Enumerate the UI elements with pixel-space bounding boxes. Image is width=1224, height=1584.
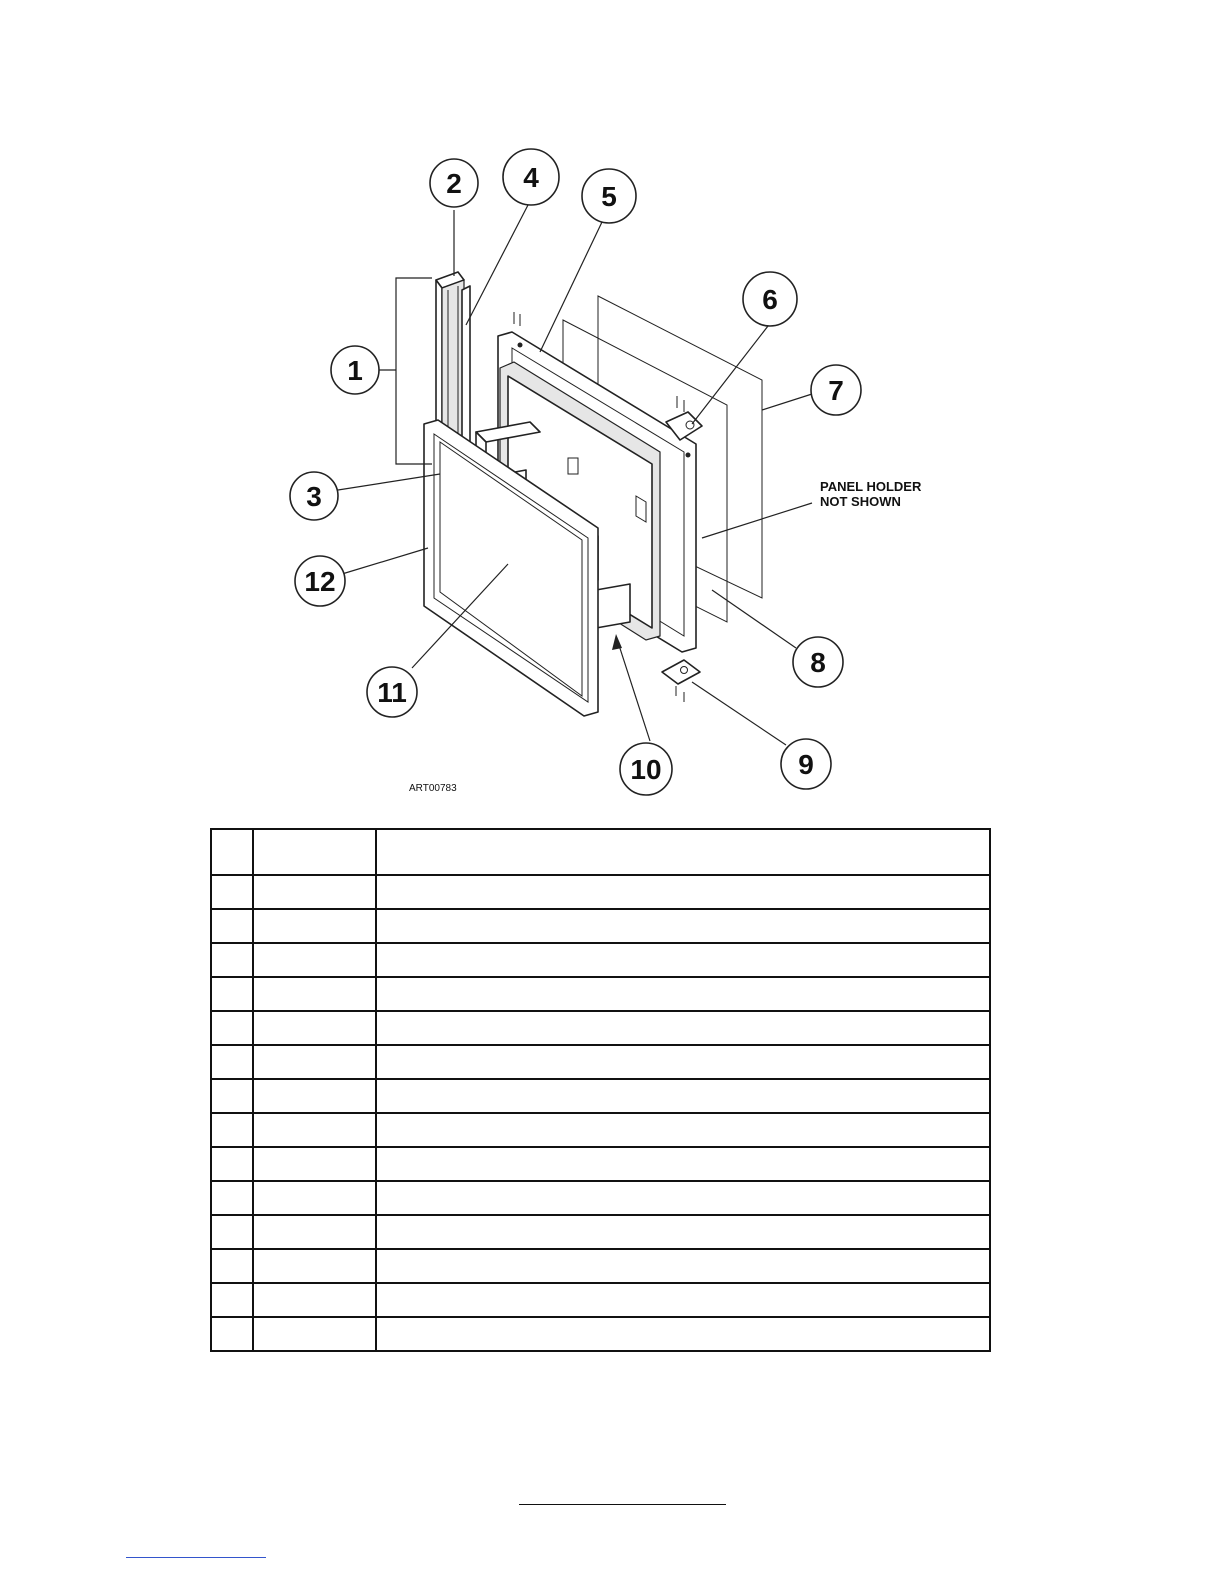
table-cell: [253, 1045, 376, 1079]
table-cell: [211, 1147, 253, 1181]
table-cell: [253, 1011, 376, 1045]
table-row: [211, 1045, 990, 1079]
callout-9: [781, 739, 831, 789]
note-line-2: NOT SHOWN: [820, 494, 901, 509]
leader-6: [692, 326, 768, 424]
art-code: ART00783: [409, 783, 457, 794]
table-row: [211, 1283, 990, 1317]
table-cell: [253, 1113, 376, 1147]
table-cell: [211, 1011, 253, 1045]
table-row: [211, 1147, 990, 1181]
callout-1: [331, 346, 379, 394]
table-row: [211, 1113, 990, 1147]
svg-text:5: 5: [601, 181, 617, 212]
table-cell: [253, 1147, 376, 1181]
table-cell: [376, 875, 990, 909]
leader-10: [616, 636, 650, 741]
callout-12: [295, 556, 345, 606]
parts-table: [210, 828, 991, 1352]
table-header-cell: [211, 829, 253, 875]
svg-text:3: 3: [306, 481, 322, 512]
table-cell: [211, 875, 253, 909]
table-cell: [376, 1113, 990, 1147]
leader-8: [712, 590, 796, 648]
callout-10: [620, 743, 672, 795]
callout-7: [811, 365, 861, 415]
table-cell: [253, 1283, 376, 1317]
table-cell: [211, 1283, 253, 1317]
leader-12: [342, 548, 428, 574]
parts-table-body: [211, 829, 990, 1351]
callout-3: [290, 472, 338, 520]
table-cell: [376, 1283, 990, 1317]
table-cell: [253, 909, 376, 943]
table-cell: [211, 909, 253, 943]
table-cell: [211, 1181, 253, 1215]
table-header-cell: [376, 829, 990, 875]
svg-text:9: 9: [798, 749, 814, 780]
table-cell: [253, 977, 376, 1011]
table-row: [211, 1181, 990, 1215]
svg-text:2: 2: [446, 168, 462, 199]
table-row: [211, 943, 990, 977]
table-cell: [376, 1215, 990, 1249]
table-cell: [253, 1249, 376, 1283]
note-line-1: PANEL HOLDER: [820, 479, 922, 494]
leader-note: [702, 503, 812, 538]
table-row: [211, 1317, 990, 1351]
callout-8: [793, 637, 843, 687]
table-cell: [211, 1079, 253, 1113]
table-cell: [211, 1045, 253, 1079]
table-row: [211, 909, 990, 943]
svg-text:1: 1: [347, 355, 363, 386]
table-cell: [211, 943, 253, 977]
table-cell: [376, 1011, 990, 1045]
svg-text:4: 4: [523, 162, 539, 193]
table-row: [211, 1079, 990, 1113]
table-cell: [253, 1181, 376, 1215]
table-cell: [211, 1215, 253, 1249]
table-cell: [376, 1249, 990, 1283]
leader-4: [466, 205, 528, 325]
table-cell: [253, 1215, 376, 1249]
table-cell: [376, 1147, 990, 1181]
callout-5: [582, 169, 636, 223]
table-cell: [211, 977, 253, 1011]
callout-4: [503, 149, 559, 205]
arrowhead-10: [612, 634, 622, 650]
table-cell: [211, 1113, 253, 1147]
table-cell: [211, 1249, 253, 1283]
table-row: [211, 1215, 990, 1249]
svg-text:6: 6: [762, 284, 778, 315]
svg-text:8: 8: [810, 647, 826, 678]
table-row: [211, 875, 990, 909]
svg-text:12: 12: [304, 566, 336, 597]
table-header-row: [211, 829, 990, 875]
callout-6: [743, 272, 797, 326]
screws-top: [514, 312, 520, 326]
table-cell: [211, 1317, 253, 1351]
table-cell: [253, 943, 376, 977]
table-header-cell: [253, 829, 376, 875]
table-cell: [376, 943, 990, 977]
table-cell: [376, 1079, 990, 1113]
leader-7: [762, 394, 812, 410]
table-cell: [253, 1079, 376, 1113]
hinge-bottom-9: [662, 660, 700, 702]
callout-11: [367, 667, 417, 717]
table-cell: [376, 977, 990, 1011]
table-cell: [376, 1317, 990, 1351]
svg-text:7: 7: [828, 375, 844, 406]
svg-text:11: 11: [377, 677, 407, 708]
table-cell: [376, 1045, 990, 1079]
table-row: [211, 1011, 990, 1045]
footer-link-underline[interactable]: [126, 1557, 266, 1558]
footer-rule: [519, 1504, 726, 1505]
table-cell: [376, 909, 990, 943]
table-cell: [376, 1181, 990, 1215]
table-cell: [253, 1317, 376, 1351]
leader-5: [540, 222, 602, 352]
svg-text:10: 10: [630, 754, 662, 785]
table-row: [211, 977, 990, 1011]
table-row: [211, 1249, 990, 1283]
leader-9: [692, 682, 786, 745]
callout-2: [430, 159, 478, 207]
table-cell: [253, 875, 376, 909]
